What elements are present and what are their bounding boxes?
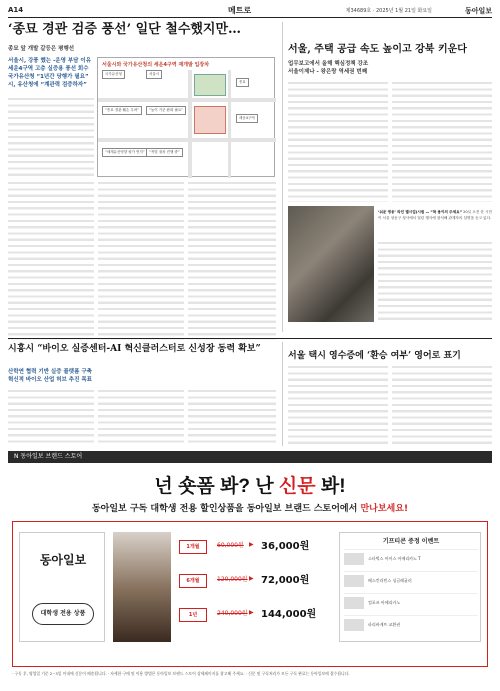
story1-deck1: 종묘 앞 개발 갈등은 평행선 bbox=[8, 46, 75, 52]
ad-subtitle bbox=[8, 501, 492, 514]
new-price: 36,000원 bbox=[261, 541, 310, 552]
gift-icon bbox=[344, 619, 364, 631]
gift-label: 파리바게뜨 교환권 bbox=[368, 622, 401, 627]
story3-body-col3 bbox=[188, 388, 276, 446]
page-header bbox=[8, 4, 492, 18]
ad-title-highlight: 신문 bbox=[278, 476, 316, 497]
arrow-icon: ▶ bbox=[249, 609, 254, 616]
story3-body-col1 bbox=[8, 388, 94, 446]
column-divider-2 bbox=[282, 342, 283, 446]
new-price: 144,000원 bbox=[261, 609, 317, 620]
story4-body-col1 bbox=[288, 364, 388, 446]
story3-body-col2 bbox=[98, 388, 184, 446]
price-option-3[interactable] bbox=[179, 604, 329, 628]
magazine-logo: 동아일보 bbox=[39, 553, 87, 567]
newspaper-brand: 동아일보 bbox=[464, 6, 492, 15]
story1-deck2: 서울시, 강풍 했는 -운영 부담 이유 세운4구역 고층 실증용 풍선 회수 국가유산청 “1년간 당행가 필요” 시, 유산청에 “계관력 검증하자” bbox=[8, 58, 92, 88]
ad-notes: · 구독 후, 영업일 기준 2~3일 이내에 신문이 배송됩니다. · 자세한 구매 및 이용 방법은 동아일보 브랜드 스토어 상세페이지를 참고해 주세요. · 신문 및 구독처리가 모든 구독 완료는 동아일보에 접수됩니다. bbox=[12, 671, 350, 676]
caption-text: 20일 오전 한 시민이 서울 성동구 청사에서 열린 행사에 참석해 관계자의 설명을 듣고 있다. bbox=[378, 210, 492, 220]
story2-body-col2 bbox=[392, 80, 492, 202]
map-label-4: 종묘 bbox=[236, 78, 249, 87]
map-label-5: “종묘 경관 훼손 우려” bbox=[102, 106, 142, 115]
section-divider bbox=[8, 338, 492, 339]
coffee-cup-image bbox=[113, 532, 171, 642]
column-divider bbox=[282, 22, 283, 332]
gift-item bbox=[344, 571, 478, 589]
story2-body-col1 bbox=[288, 80, 388, 202]
page-number: A14 bbox=[8, 6, 24, 14]
gift-icon bbox=[344, 553, 364, 565]
map-label-1: 국가유산청 bbox=[102, 70, 125, 79]
ad-title-suffix: 봐! bbox=[315, 476, 346, 497]
story2-photo bbox=[288, 206, 374, 322]
price-tag: 1개월 bbox=[179, 540, 207, 554]
gift-icon bbox=[344, 597, 364, 609]
map-label-3: 세운4구역 bbox=[236, 114, 258, 123]
price-tag: 1년 bbox=[179, 608, 207, 622]
arrow-icon: ▶ bbox=[249, 541, 254, 548]
gift-item bbox=[344, 549, 478, 567]
caption-bold: ‘쉬운 영웅’ 라인 별시업(시원 — “착 용이의 주세요” bbox=[378, 210, 462, 214]
ad-title bbox=[8, 471, 492, 498]
story2-body-col3 bbox=[378, 240, 492, 322]
story4-body-col2 bbox=[392, 364, 492, 446]
ad-title-prefix: 넌 숏폼 봐? 난 bbox=[154, 476, 279, 497]
price-option-1[interactable] bbox=[179, 536, 329, 560]
story1-headline: ‘종묘 경관 검증 풍선’ 일단 철수했지만… bbox=[8, 22, 242, 37]
gift-item bbox=[344, 593, 478, 611]
map-label-8: “적법 절차 진행 중” bbox=[146, 148, 183, 157]
price-tag: 6개월 bbox=[179, 574, 207, 588]
price-option-2[interactable] bbox=[179, 570, 329, 594]
old-price: 60,000원 bbox=[217, 542, 244, 549]
story2-photo-caption bbox=[378, 210, 492, 221]
arrow-icon: ▶ bbox=[249, 575, 254, 582]
ad-banner-bar: N 동아일보 브랜드 스토어 bbox=[8, 451, 492, 463]
story1-body-col1b bbox=[8, 180, 94, 340]
gift-label: 배스킨라빈스 싱글레귤러 bbox=[368, 578, 412, 583]
new-price: 72,000원 bbox=[261, 575, 310, 586]
student-product-button[interactable]: 대학생 전용 상품 bbox=[32, 603, 94, 625]
gift-label: 스타벅스 아이스 아메리카노 T bbox=[368, 556, 421, 561]
story4-headline: 서울 택시 영수증에 ‘환승 여부’ 영어로 표기 bbox=[288, 351, 461, 361]
story2-headline: 서울, 주택 공급 속도 높이고 강북 키운다 bbox=[288, 44, 467, 55]
story3-headline: 시흥시 “바이오 실증센터-AI 혁신클러스터로 신성장 동력 확보” bbox=[8, 344, 261, 354]
story2-deck: 업무보고에서 올해 핵심정책 강조 서울이제나 - 왕은랑 역세권 번째 bbox=[288, 61, 369, 75]
old-price: 120,000원 bbox=[217, 576, 248, 583]
map-label-6: “높이 기준 완화 필요” bbox=[146, 106, 186, 115]
ad-sub-highlight: 만나보세요! bbox=[360, 504, 409, 514]
map-title: 서울시와 국가유산청의 세운4구역 재개발 입장차 bbox=[102, 62, 210, 68]
story1-body-col3 bbox=[188, 180, 276, 340]
map-label-2: 서울시 bbox=[146, 70, 162, 79]
issue-date: 제34689호 · 2025년 1월 21일 화요일 bbox=[345, 8, 432, 14]
story1-map bbox=[97, 57, 275, 177]
brand-store-ad bbox=[8, 451, 492, 685]
gift-label: 컴포즈 아메리카노 bbox=[368, 600, 401, 605]
gift-item bbox=[344, 615, 478, 633]
gift-icon bbox=[344, 575, 364, 587]
story1-body-col2 bbox=[98, 180, 184, 340]
magazine-card[interactable] bbox=[19, 532, 105, 642]
section-name: 메트로 bbox=[228, 6, 252, 15]
old-price: 240,000원 bbox=[217, 610, 248, 617]
story3-deck: 산학연 협력 기반 실증 플랫폼 구축 혁신적 바이오 산업 허브 추진 목표 bbox=[8, 369, 92, 383]
ad-sub-prefix: 동아일보 구독 대학생 전용 할인상품을 동아일보 브랜드 스토어에서 bbox=[91, 504, 361, 514]
ad-offer-box bbox=[12, 521, 488, 667]
gift-title: 기프티콘 증정 이벤트 bbox=[382, 538, 440, 545]
map-label-7: “세계유산영향 평가 먼저” bbox=[102, 148, 148, 157]
gift-event-panel bbox=[339, 532, 481, 642]
